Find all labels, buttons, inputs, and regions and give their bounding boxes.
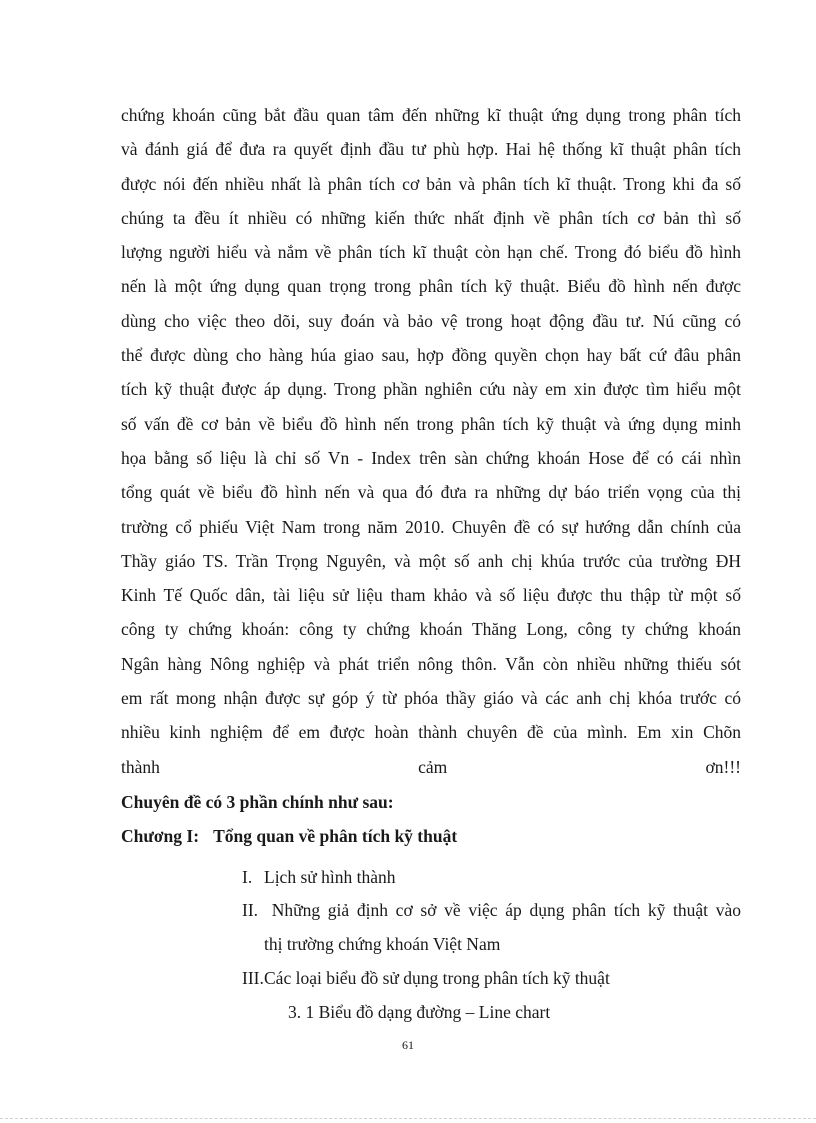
body-line: dùng cho việc theo dõi, suy đoán và bảo vệ trong hoạt động đầu tư. Nú cũng có bbox=[121, 310, 741, 331]
toc-item bbox=[242, 893, 741, 961]
toc-text: Lịch sử hình thành bbox=[264, 867, 396, 887]
section-subheading: Chuyên đề có 3 phần chính như sau: bbox=[121, 792, 394, 812]
chapter-label: Chương I: bbox=[121, 826, 200, 846]
toc-text: Các loại biểu đồ sử dụng trong phân tích kỹ thuật bbox=[264, 968, 610, 988]
toc-subitem bbox=[288, 995, 550, 1029]
body-line: số vấn đề cơ bản về biểu đồ hình nến trong phân tích kỹ thuật và ứng dụng minh bbox=[121, 413, 741, 434]
toc-text-continuation: thị trường chứng khoán Việt Nam bbox=[264, 934, 501, 954]
toc-number: I. bbox=[242, 867, 253, 887]
body-line: được nói đến nhiều nhất là phân tích cơ bản và phân tích kĩ thuật. Trong khi đa số bbox=[121, 173, 741, 194]
body-paragraph bbox=[121, 98, 741, 784]
body-line: lượng người hiểu và nắm về phân tích kĩ thuật còn hạn chế. Trong đó biểu đồ hình bbox=[121, 242, 741, 263]
body-line: tổng quát về biểu đồ hình nến và qua đó đưa ra những dự báo triển vọng của thị bbox=[121, 482, 741, 503]
toc-item bbox=[242, 860, 395, 894]
body-line: em rất mong nhận được sự góp ý từ phóa thầy giáo và các anh chị khóa trước có bbox=[121, 688, 741, 709]
body-line: chứng khoán cũng bắt đầu quan tâm đến những kĩ thuật ứng dụng trong phân tích bbox=[121, 105, 741, 125]
body-line: và đánh giá để đưa ra quyết định đầu tư phù hợp. Hai hệ thống kĩ thuật phân tích bbox=[121, 139, 741, 160]
body-line: nhiều kinh nghiệm để em được hoàn thành chuyên đề của mình. Em xin Chõn bbox=[121, 722, 741, 743]
body-line: thể được dùng cho hàng húa giao sau, hợp đồng quyền chọn hay bất cứ đâu phân bbox=[121, 345, 741, 366]
body-line: chúng ta đều ít nhiều có những kiến thức nhất định về phân tích cơ bản thì số bbox=[121, 207, 741, 228]
body-line: họa bằng số liệu là chỉ số Vn - Index trên sàn chứng khoán Hose để có cái nhìn bbox=[121, 447, 741, 468]
page-number: 61 bbox=[402, 1038, 414, 1052]
chapter-title: Tổng quan về phân tích kỹ thuật bbox=[213, 826, 458, 846]
body-line: nến là một ứng dụng quan trọng trong phân tích kỹ thuật. Biểu đồ hình nến được bbox=[121, 276, 741, 297]
page-bottom-divider bbox=[0, 1118, 816, 1119]
toc-number: III. bbox=[242, 968, 264, 988]
body-line: công ty chứng khoán: công ty chứng khoán Thăng Long, công ty chứng khoán bbox=[121, 619, 741, 640]
body-line: Ngân hàng Nông nghiệp và phát triển nông thôn. Vẫn còn nhiều những thiếu sót bbox=[121, 653, 741, 674]
body-line: Kinh Tế Quốc dân, tài liệu sử liệu tham khảo và số liệu được thu thập từ một số bbox=[121, 585, 741, 606]
body-line: tích kỹ thuật được áp dụng. Trong phần nghiên cứu này em xin được tìm hiểu một bbox=[121, 379, 741, 400]
toc-text: Những giả định cơ sở về việc áp dụng phân tích kỹ thuật vào bbox=[271, 900, 741, 920]
toc-text: 3. 1 Biểu đồ dạng đường – Line chart bbox=[288, 1002, 551, 1022]
body-line: thành cảm ơn!!! bbox=[121, 756, 741, 777]
body-line: Thầy giáo TS. Trần Trọng Nguyên, và một số anh chị khúa trước của trường ĐH bbox=[121, 550, 741, 571]
toc-item bbox=[242, 961, 610, 995]
toc-number: II. bbox=[242, 900, 259, 920]
chapter-heading bbox=[121, 826, 457, 847]
body-line: trường cổ phiếu Việt Nam trong năm 2010. Chuyên đề có sự hướng dẫn chính của bbox=[121, 516, 741, 537]
